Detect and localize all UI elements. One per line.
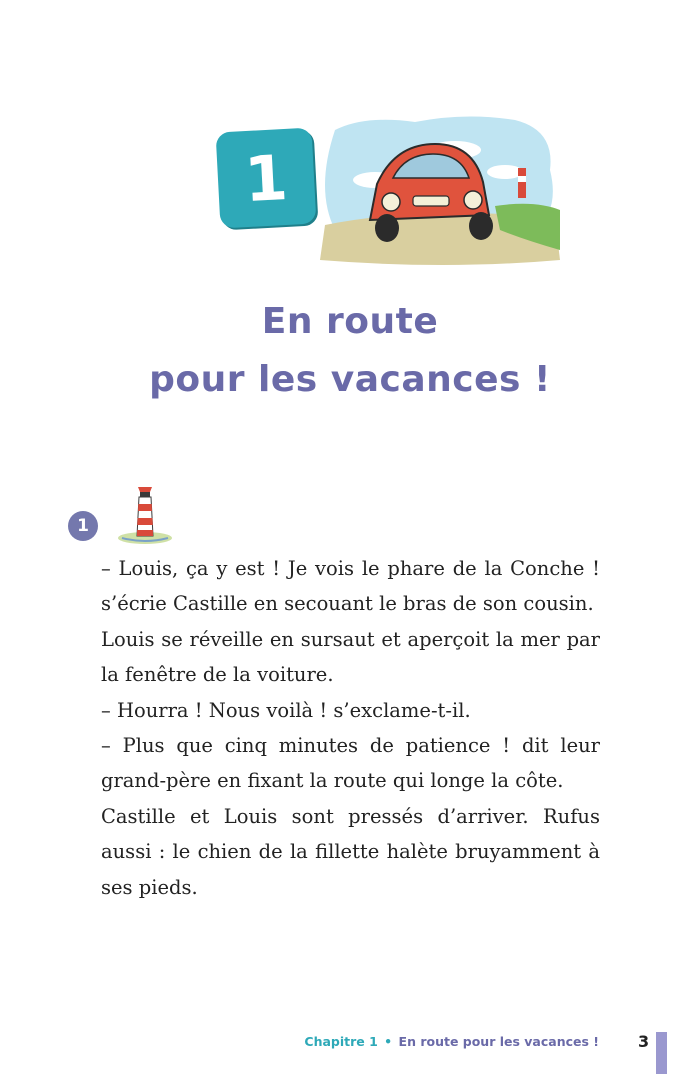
- lighthouse-icon: [116, 484, 174, 546]
- section-number: 1: [77, 516, 89, 536]
- paragraph: – Hourra ! Nous voilà ! s’exclame-t-il.: [101, 698, 471, 722]
- chapter-body-text: [101, 551, 600, 905]
- footer-chapter-label: Chapitre 1: [304, 1034, 378, 1049]
- chapter-title-line-2: pour les vacances !: [149, 359, 551, 400]
- paragraph: – Plus que cinq minutes de patience ! dit leur grand-père en fixant la route qui longe la côte.: [101, 734, 600, 793]
- footer-separator: •: [384, 1034, 393, 1049]
- running-footer: [304, 1034, 599, 1049]
- paragraph: Castille et Louis sont pressés d’arriver. Rufus aussi : le chien de la fillette halète bruyamment à ses pieds.: [101, 804, 600, 899]
- chapter-title: [0, 293, 700, 409]
- chapter-title-line-1: En route: [261, 301, 439, 342]
- page-number: 3: [638, 1032, 650, 1051]
- page-edge-tab: [656, 1032, 667, 1074]
- footer-chapter-title: En route pour les vacances !: [398, 1034, 599, 1049]
- paragraph: – Louis, ça y est ! Je vois le phare de la Conche ! s’écrie Castille en secouant le bras de son cousin.: [101, 557, 600, 616]
- chapter-number-badge: [216, 128, 317, 229]
- paragraph: Louis se réveille en sursaut et aperçoit la mer par la fenêtre de la voiture.: [101, 627, 600, 687]
- page-footer: [0, 1032, 700, 1056]
- chapter-number: 1: [242, 140, 290, 216]
- section-number-badge: [68, 511, 98, 541]
- car-illustration: [305, 110, 565, 270]
